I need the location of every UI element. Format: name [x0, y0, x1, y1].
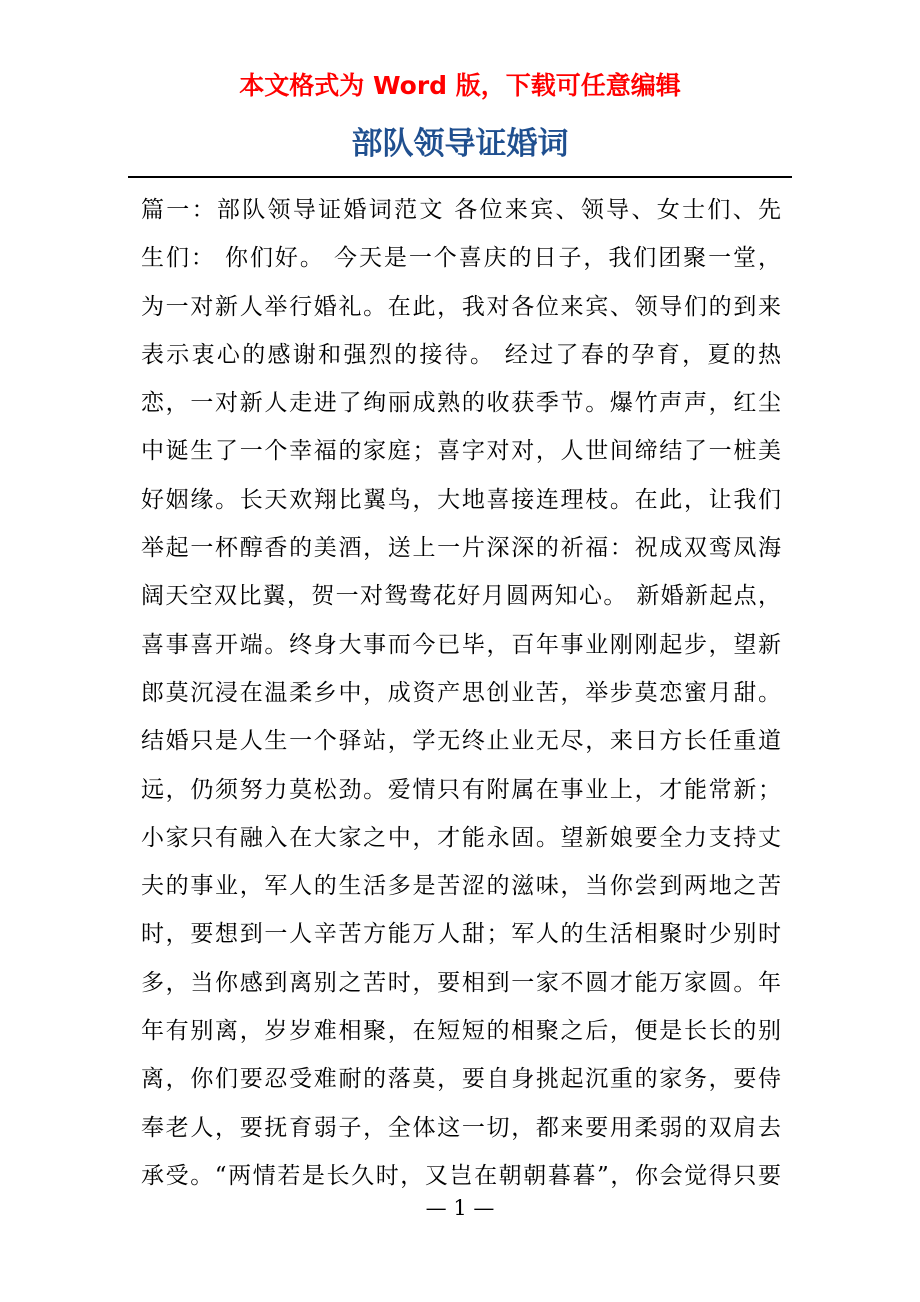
body-line: 为一对新人举行婚礼。在此，我对各位来宾、领导们的到来: [141, 293, 781, 320]
body-line: 阔天空双比翼，贺一对鸳鸯花好月圆两知心。 新婚新起点，: [141, 583, 781, 610]
body-line: 远，仍须努力莫松劲。爱情只有附属在事业上，才能常新；: [141, 776, 781, 803]
body-line: 多，当你感到离别之苦时，要相到一家不圆才能万家圆。年: [141, 969, 781, 996]
body-line: 恋，一对新人走进了绚丽成熟的收获季节。爆竹声声，红尘: [141, 390, 781, 417]
title-divider: [128, 176, 792, 178]
body-line: 承受。“两情若是长久时，又岂在朝朝暮暮”，你会觉得只要: [141, 1162, 781, 1189]
document-title: 部队领导证婚词: [351, 126, 569, 162]
body-line: 郎莫沉浸在温柔乡中，成资产思创业苦，举步莫恋蜜月甜。: [141, 679, 781, 706]
page-number: — 1 —: [425, 1196, 495, 1220]
body-line: 表示衷心的感谢和强烈的接待。 经过了春的孕育，夏的热: [141, 341, 781, 368]
body-line: 结婚只是人生一个驿站，学无终止业无尽，来日方长任重道: [141, 728, 781, 755]
body-line: 喜事喜开端。终身大事而今已毕，百年事业刚刚起步，望新: [141, 631, 781, 658]
body-line: 时，要想到一人辛苦方能万人甜；军人的生活相聚时少别时: [141, 921, 781, 948]
body-line: 举起一杯醇香的美酒，送上一片深深的祈福：祝成双鸾凤海: [141, 535, 781, 562]
body-line: 奉老人，要抚育弱子，全体这一切，都来要用柔弱的双肩去: [141, 1114, 781, 1141]
body-line: 夫的事业，军人的生活多是苦涩的滋味，当你尝到两地之苦: [141, 873, 781, 900]
body-line: 中诞生了一个幸福的家庭；喜字对对，人世间缔结了一桩美: [141, 438, 781, 465]
body-line: 生们： 你们好。 今天是一个喜庆的日子，我们团聚一堂，: [141, 245, 781, 272]
body-line: 年有别离，岁岁难相聚，在短短的相聚之后，便是长长的别: [141, 1018, 781, 1045]
body-line: 好姻缘。长天欢翔比翼鸟，大地喜接连理枝。在此，让我们: [141, 486, 781, 513]
body-line: 小家只有融入在大家之中，才能永固。望新娘要全力支持丈: [141, 824, 781, 851]
body-text: [141, 186, 781, 1200]
body-line: 离，你们要忍受难耐的落莫，要自身挑起沉重的家务，要侍: [141, 1066, 781, 1093]
format-notice-banner: 本文格式为 Word 版，下载可任意编辑: [239, 71, 681, 100]
body-line: 篇一：部队领导证婚词范文 各位来宾、领导、女士们、先: [141, 197, 781, 223]
